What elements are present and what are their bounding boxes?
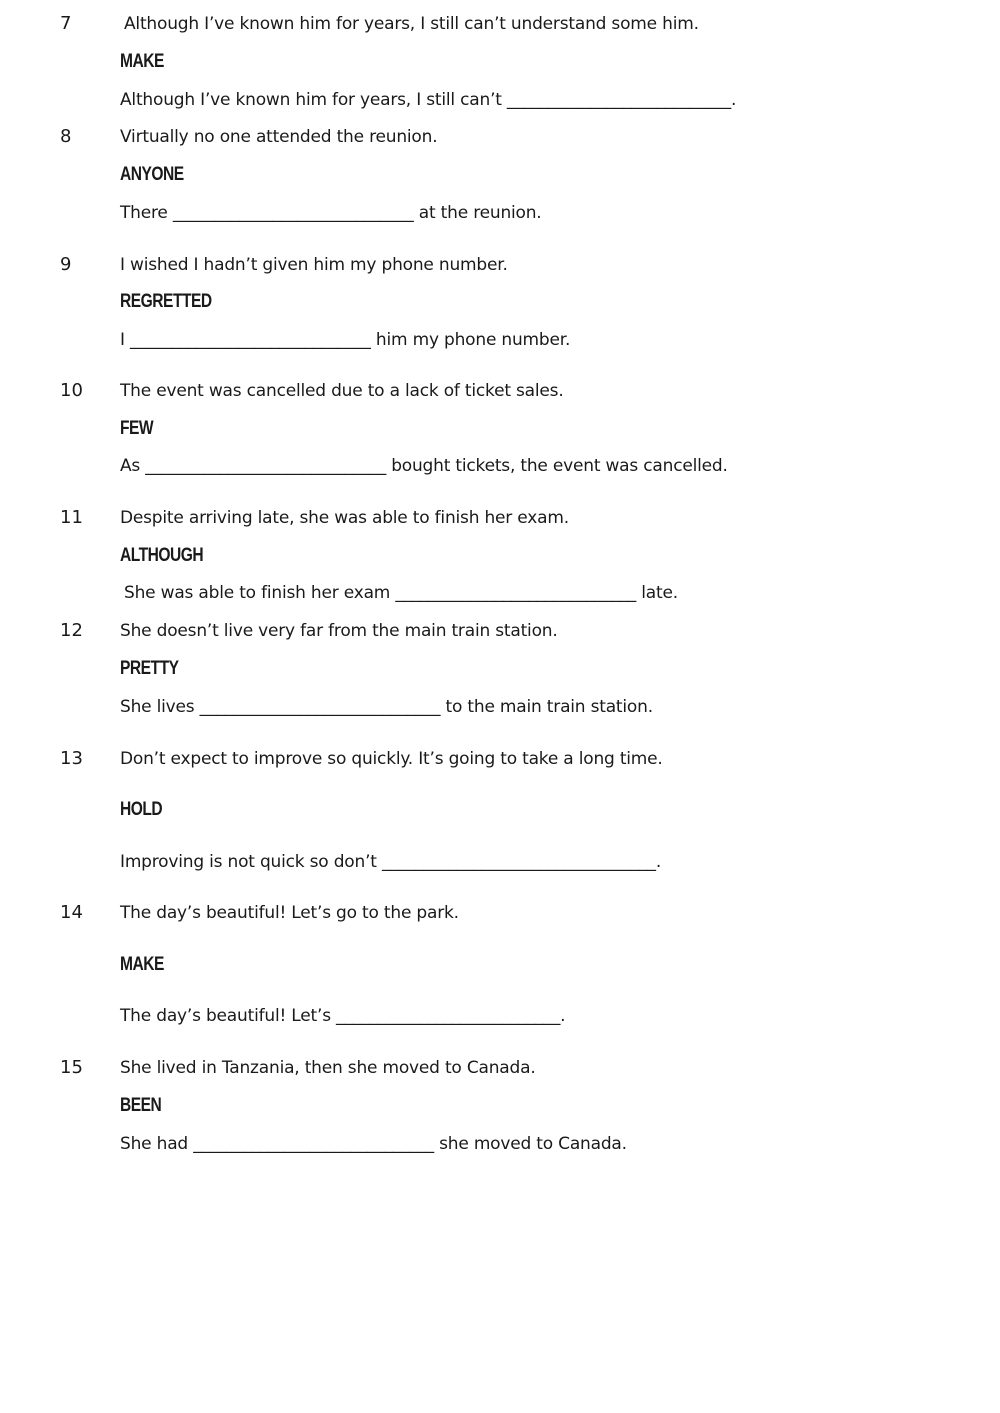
keyword: PRETTY bbox=[120, 658, 179, 679]
keyword: ANYONE bbox=[120, 164, 184, 185]
question-number: 11 bbox=[60, 507, 83, 528]
answer-line[interactable]: Improving is not quick so don’t _________________________________. bbox=[120, 852, 662, 872]
question-number: 12 bbox=[60, 620, 83, 641]
question-prompt: I wished I hadn’t given him my phone number. bbox=[120, 255, 508, 275]
question-number: 14 bbox=[60, 902, 83, 923]
answer-line[interactable]: She lives _____________________________ to the main train station. bbox=[120, 697, 653, 717]
answer-line[interactable]: There _____________________________ at the reunion. bbox=[120, 203, 542, 223]
answer-line[interactable]: I _____________________________ him my phone number. bbox=[120, 330, 571, 350]
question-prompt: The day’s beautiful! Let’s go to the park. bbox=[120, 903, 459, 923]
answer-line[interactable]: She had _____________________________ she moved to Canada. bbox=[120, 1134, 627, 1154]
keyword: FEW bbox=[120, 418, 154, 439]
question-number: 9 bbox=[60, 254, 72, 275]
keyword: ALTHOUGH bbox=[120, 545, 204, 566]
question-prompt: She doesn’t live very far from the main train station. bbox=[120, 621, 558, 641]
question-prompt: She lived in Tanzania, then she moved to Canada. bbox=[120, 1058, 536, 1078]
question-prompt: The event was cancelled due to a lack of ticket sales. bbox=[120, 381, 564, 401]
question-number: 13 bbox=[60, 748, 83, 769]
question-number: 15 bbox=[60, 1057, 83, 1078]
question-prompt: Although I’ve known him for years, I still can’t understand some him. bbox=[124, 14, 699, 34]
question-prompt: Don’t expect to improve so quickly. It’s going to take a long time. bbox=[120, 749, 663, 769]
question-number: 10 bbox=[60, 380, 83, 401]
answer-line[interactable]: Although I’ve known him for years, I still can’t ___________________________. bbox=[120, 90, 737, 110]
question-prompt: Virtually no one attended the reunion. bbox=[120, 127, 438, 147]
keyword: REGRETTED bbox=[120, 291, 212, 312]
keyword: MAKE bbox=[120, 954, 164, 975]
question-number: 8 bbox=[60, 126, 72, 147]
answer-line[interactable]: She was able to finish her exam _____________________________ late. bbox=[124, 583, 678, 603]
question-number: 7 bbox=[60, 13, 72, 34]
answer-line[interactable]: As _____________________________ bought tickets, the event was cancelled. bbox=[120, 456, 728, 476]
keyword: HOLD bbox=[120, 799, 163, 820]
question-prompt: Despite arriving late, she was able to finish her exam. bbox=[120, 508, 569, 528]
keyword: BEEN bbox=[120, 1095, 162, 1116]
answer-line[interactable]: The day’s beautiful! Let’s ___________________________. bbox=[120, 1006, 566, 1026]
keyword: MAKE bbox=[120, 51, 164, 72]
